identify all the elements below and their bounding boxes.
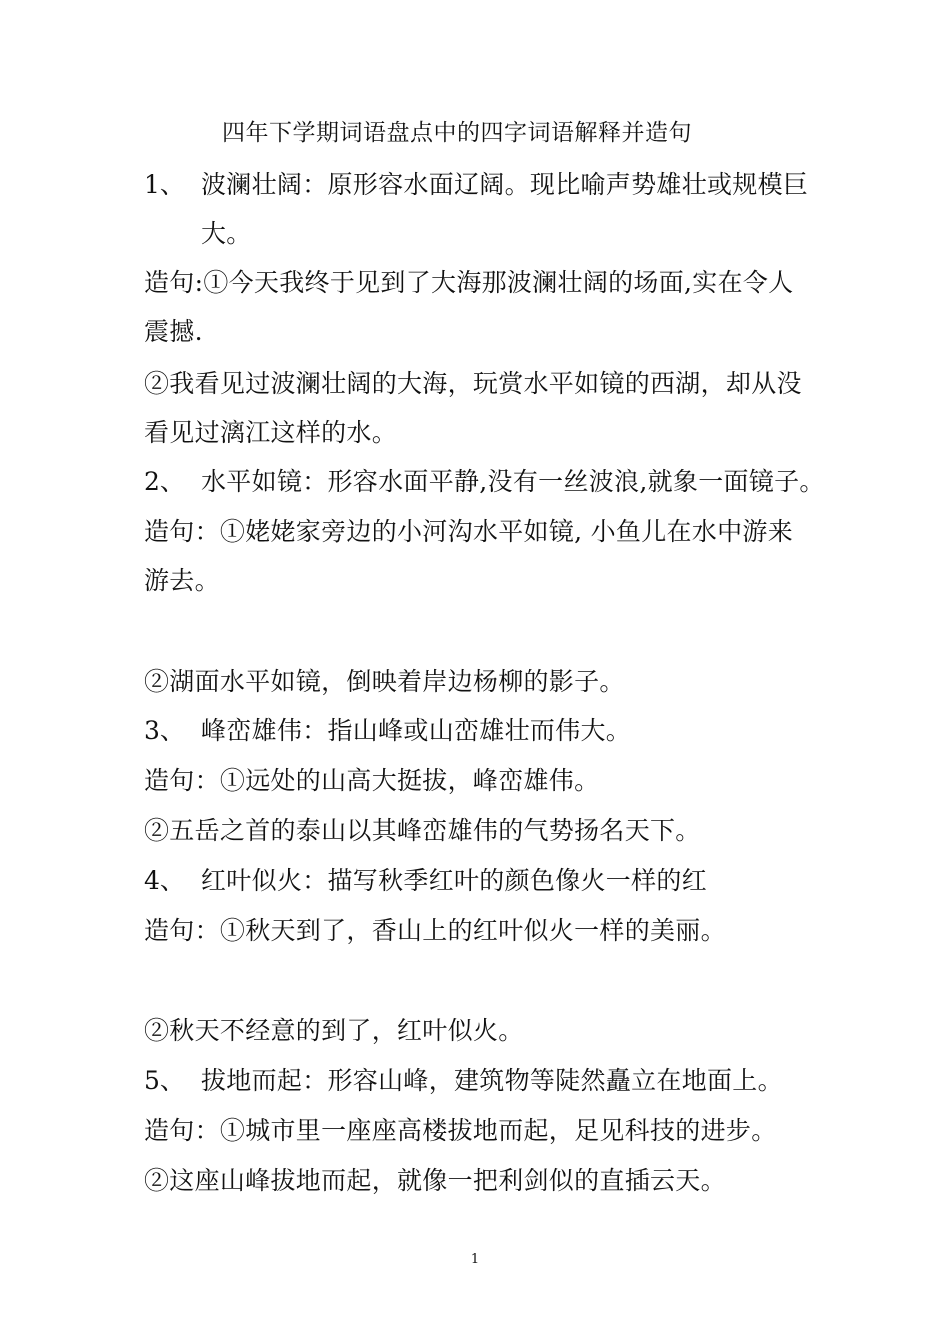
example-sentence: 造句：①秋天到了，香山上的红叶似火一样的美丽。 [144, 916, 726, 945]
item-number: 5、 [144, 1066, 185, 1095]
item-definition-continued: 大。 [201, 219, 252, 248]
item-number: 2、 [144, 467, 185, 496]
example-sentence: ②秋天不经意的到了，红叶似火。 [144, 1016, 524, 1045]
example-sentence: 造句：①城市里一座座高楼拔地而起，足见科技的进步。 [144, 1116, 777, 1145]
item-number: 1、 [144, 170, 185, 199]
example-sentence: 造句：①姥姥家旁边的小河沟水平如镜, 小鱼儿在水中游来 [144, 517, 793, 546]
example-sentence: ②五岳之首的泰山以其峰峦雄伟的气势扬名天下。 [144, 816, 701, 845]
item-definition: 波澜壮阔：原形容水面辽阔。现比喻声势雄壮或规模巨 [201, 170, 809, 199]
item-definition: 峰峦雄伟：指山峰或山峦雄壮而伟大。 [201, 716, 632, 745]
page-number: 1 [470, 1252, 480, 1267]
example-sentence: 造句:①今天我终于见到了大海那波澜壮阔的场面,实在令人 [144, 268, 794, 297]
item-number: 4、 [144, 866, 185, 895]
example-sentence: 造句：①远处的山高大挺拔，峰峦雄伟。 [144, 766, 600, 795]
example-sentence: ②湖面水平如镜，倒映着岸边杨柳的影子。 [144, 667, 625, 696]
example-sentence-continued: 看见过漓江这样的水。 [144, 418, 398, 447]
item-definition: 拔地而起：形容山峰，建筑物等陡然矗立在地面上。 [201, 1066, 783, 1095]
example-sentence: ②这座山峰拔地而起，就像一把利剑似的直插云天。 [144, 1166, 726, 1195]
document-title: 四年下学期词语盘点中的四字词语解释并造句 [222, 120, 692, 146]
item-number: 3、 [144, 716, 185, 745]
item-definition: 水平如镜：形容水面平静,没有一丝波浪,就象一面镜子。 [201, 467, 825, 496]
example-sentence: ②我看见过波澜壮阔的大海，玩赏水平如镜的西湖，却从没 [144, 369, 802, 398]
example-sentence-continued: 游去。 [144, 566, 220, 595]
example-sentence-continued: 震撼. [144, 317, 203, 346]
item-definition: 红叶似火：描写秋季红叶的颜色像火一样的红 [201, 866, 708, 895]
